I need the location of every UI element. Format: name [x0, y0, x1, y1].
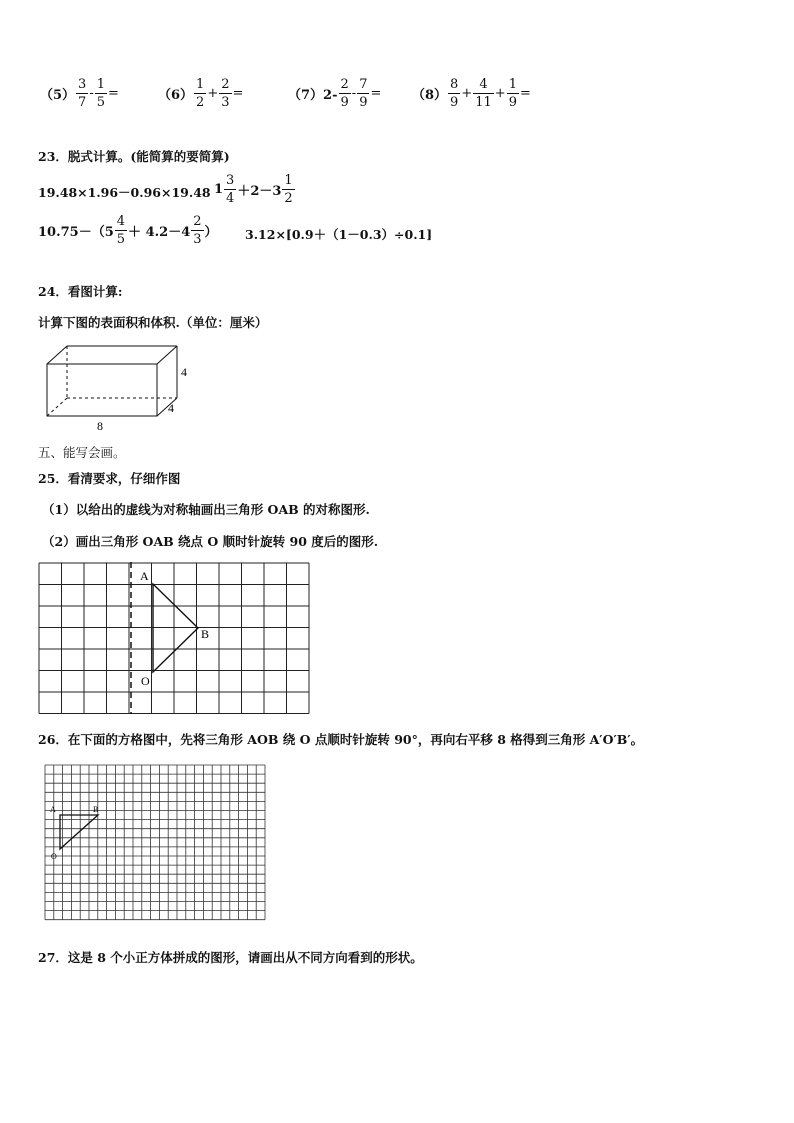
operator: =: [519, 86, 531, 101]
fraction: $\frac{2}{3}$: [193, 214, 202, 247]
fraction: $\frac{1}{2}$: [196, 77, 205, 110]
operator: +: [461, 86, 473, 101]
point-a-label: A: [140, 569, 149, 583]
question-number: （7）2-: [288, 88, 338, 103]
question-number: （5）: [40, 88, 76, 103]
q24-title: 24．看图计算:: [38, 284, 123, 299]
q25-item-1: （1）以给出的虚线为对称轴画出三角形 OAB 的对称图形.: [42, 502, 370, 517]
q23-expr-1: 19.48×1.96－0.96×19.48: [38, 185, 211, 200]
operator: =: [108, 86, 119, 101]
mixed-whole: 1: [214, 182, 224, 197]
q23-expr-4: 3.12×[0.9＋（1－0.3）÷0.1]: [245, 227, 433, 242]
q23-expr-2: [214, 174, 296, 205]
fraction: $\frac{4}{11}$: [475, 77, 492, 110]
fraction: $\frac{8}{9}$: [450, 77, 459, 110]
fraction: $\frac{4}{5}$: [116, 214, 126, 247]
q26-grid: [44, 764, 270, 924]
q25-title: 25．看清要求，仔细作图: [38, 471, 181, 486]
fraction-expression: [40, 78, 119, 109]
operator: -: [351, 86, 357, 101]
point-b-label: B: [201, 627, 210, 641]
q24-subtitle: 计算下图的表面积和体积.（单位：厘米）: [38, 315, 268, 330]
point-a-label: A: [50, 805, 56, 814]
triangle-aob: [60, 815, 98, 849]
fraction-expression: [158, 78, 243, 109]
length-label: 8: [97, 419, 103, 433]
expr-part: 10.75－（5: [38, 225, 114, 240]
q23-title: 23．脱式计算。(能简算的要简算): [38, 149, 230, 164]
cuboid-figure: [40, 340, 200, 435]
fraction: $\frac{7}{9}$: [359, 77, 368, 110]
question-number: （6）: [158, 88, 194, 103]
q23-expr-3: [38, 215, 218, 246]
fraction: $\frac{1}{9}$: [508, 77, 517, 110]
height-label: 4: [181, 365, 187, 379]
q26-title: 26．在下面的方格图中，先将三角形 AOB 绕 O 点顺时针旋转 90°，再向右平移 8 格得到三角形 A′O′B′。: [38, 732, 644, 747]
q27-title: 27．这是 8 个小正方体拼成的图形，请画出从不同方向看到的形状。: [38, 950, 423, 965]
operator: +: [207, 86, 219, 101]
fraction: $\frac{1}{5}$: [96, 77, 106, 110]
point-b-label: B: [93, 805, 99, 814]
operator: =: [232, 86, 244, 101]
point-o-label: O: [141, 674, 150, 688]
fraction: $\frac{3}{4}$: [226, 173, 235, 206]
operator: +: [494, 86, 506, 101]
q25-grid: [38, 562, 314, 716]
question-number: （8）: [412, 88, 448, 103]
operator: =: [370, 86, 382, 101]
q25-item-2: （2）画出三角形 OAB 绕点 O 顺时针旋转 90 度后的图形.: [42, 534, 379, 549]
fraction: $\frac{2}{9}$: [340, 77, 349, 110]
expr-part: ）: [204, 225, 218, 240]
expr-part: ＋ 4.2－4: [128, 225, 191, 240]
fraction: $\frac{3}{7}$: [78, 77, 87, 110]
operator: -: [89, 86, 94, 101]
width-label: 4: [168, 401, 174, 415]
point-o-label: O: [51, 852, 57, 861]
fraction: $\frac{2}{3}$: [221, 77, 230, 110]
fraction-expression: [288, 78, 381, 109]
section-5-heading: 五、能写会画。: [38, 445, 126, 460]
operator: ＋2－3: [237, 184, 282, 199]
fraction-expression: [412, 78, 531, 109]
fraction: $\frac{1}{2}$: [284, 173, 293, 206]
